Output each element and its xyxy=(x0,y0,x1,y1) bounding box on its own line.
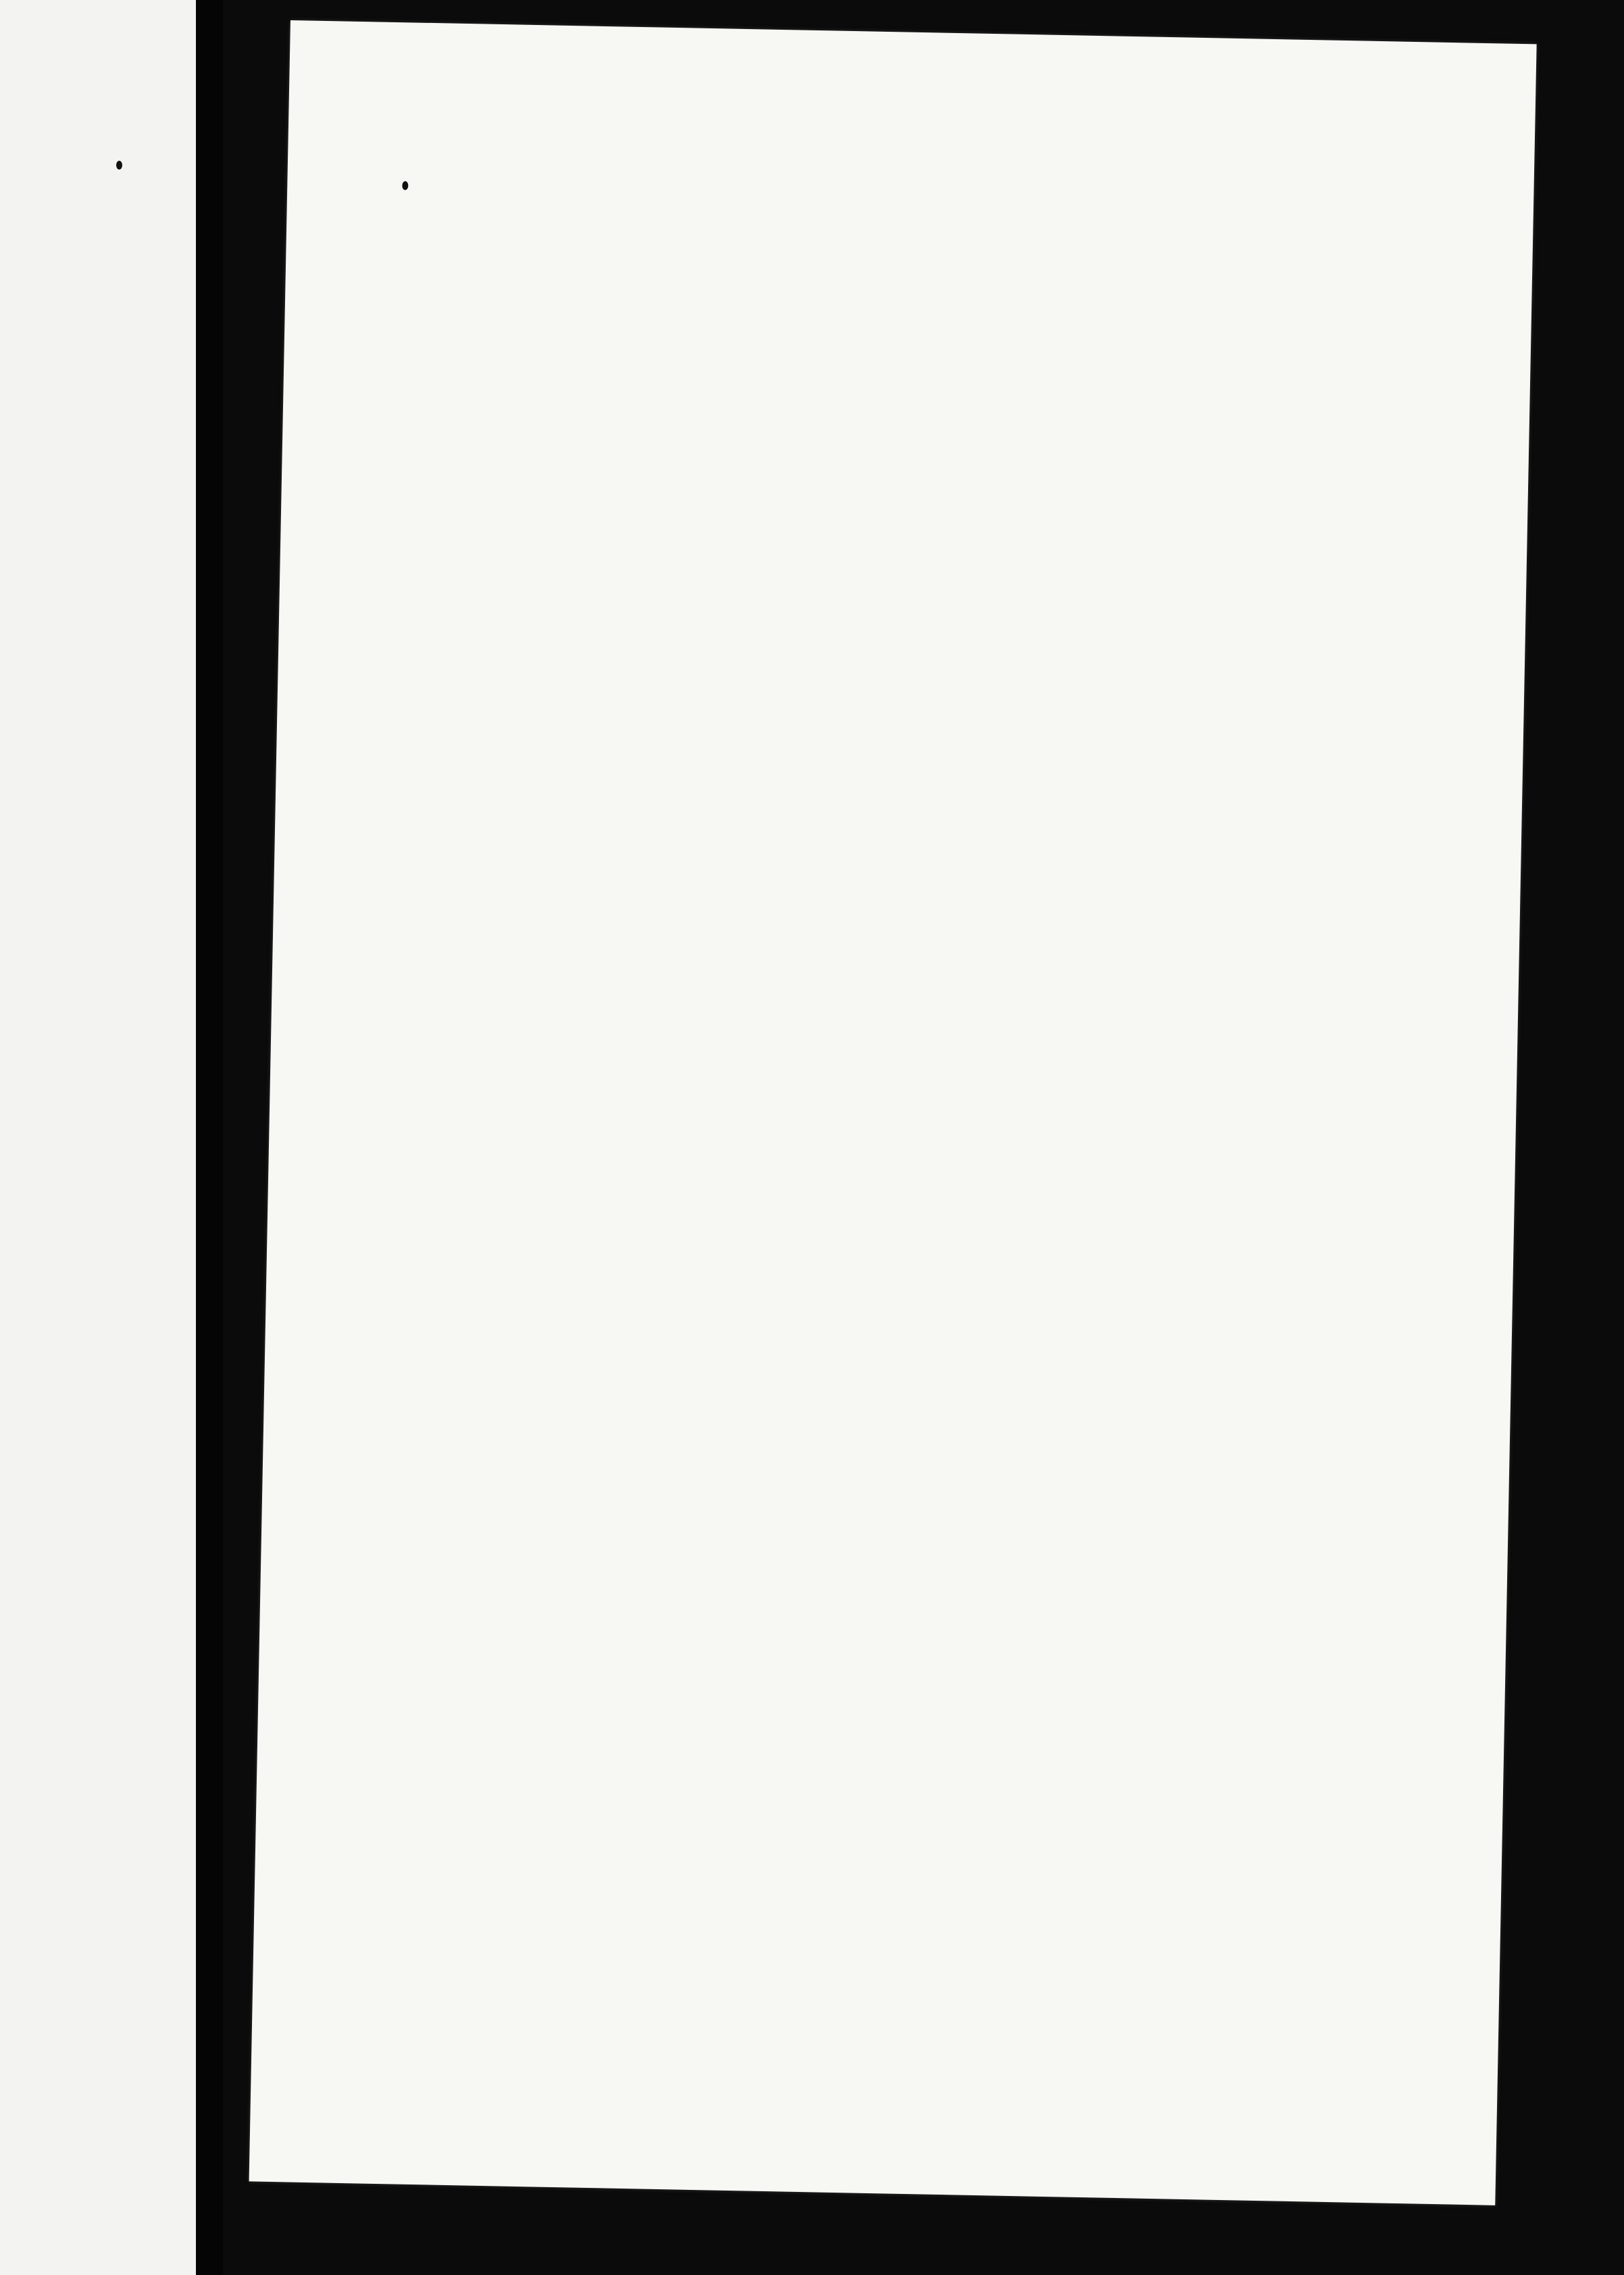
ink-dot xyxy=(116,161,122,170)
ink-dot xyxy=(402,181,408,190)
left-page xyxy=(0,0,196,2275)
book-gutter xyxy=(196,0,223,2275)
right-page xyxy=(249,20,1537,2205)
body-text xyxy=(290,20,1537,44)
